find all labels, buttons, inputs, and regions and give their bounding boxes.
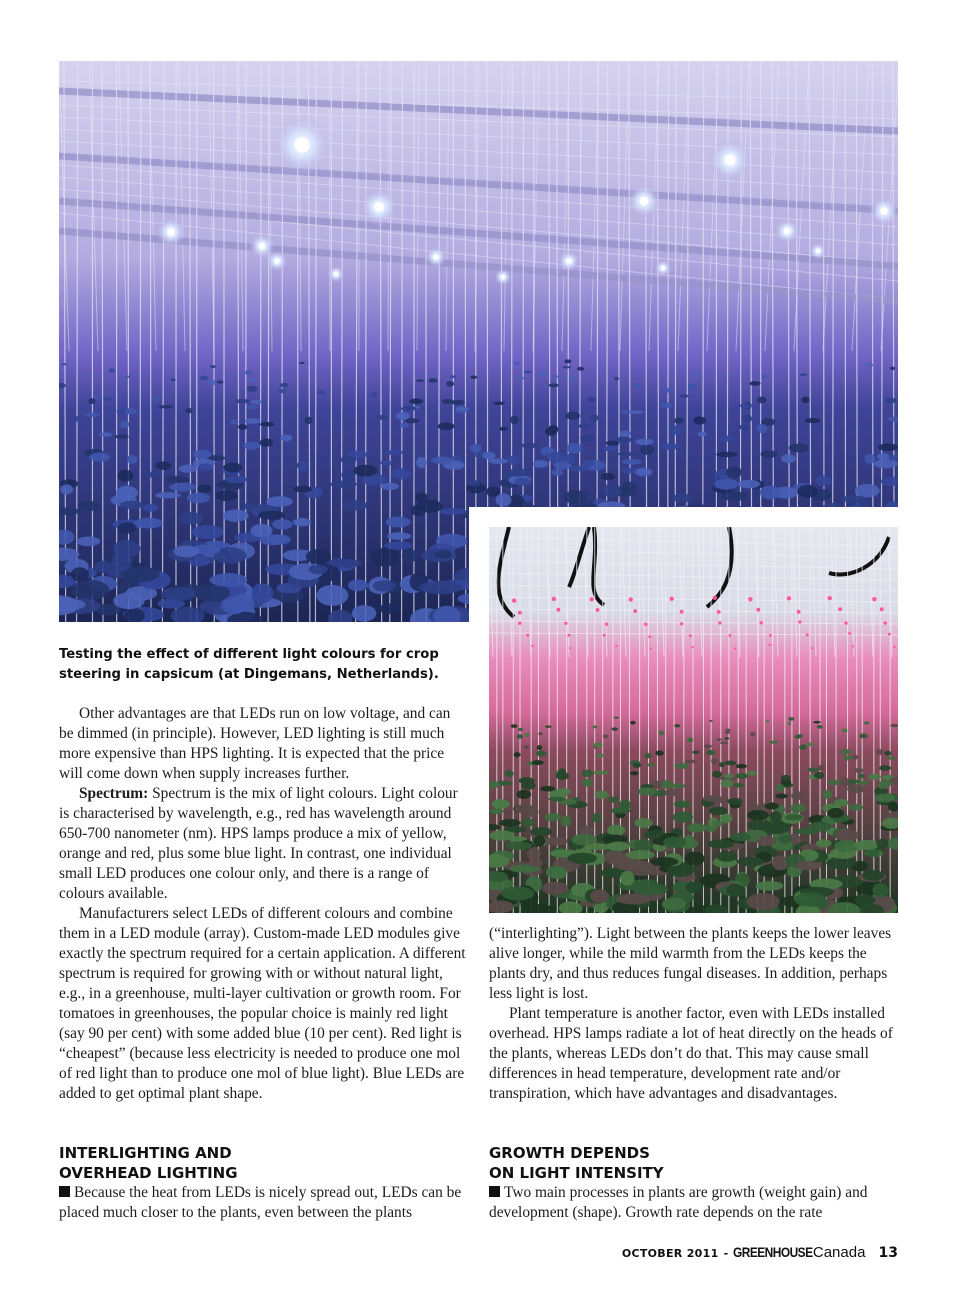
spectrum-label: Spectrum: (79, 785, 149, 802)
left-column-body (59, 704, 467, 1104)
spectrum-text: Spectrum is the mix of light colours. Light colour is characterised by wavelength, e.g., red has wavelength around 650-700 nanometer (nm). HPS lamps produce a mix of yellow, orange and red, plus some blue light. In contrast, one individual small LED produces one colour only, and there is a range of colours available. (59, 785, 458, 902)
paragraph-growth-processes (489, 1183, 899, 1223)
page-footer (622, 1242, 898, 1261)
heat-spread-text: Because the heat from LEDs is nicely spread out, LEDs can be placed much closer to the plants, even between the plants (59, 1184, 462, 1221)
heading-interlighting (59, 1143, 467, 1183)
square-bullet-icon (489, 1186, 500, 1197)
square-bullet-icon (59, 1186, 70, 1197)
paragraph-led-modules: Manufacturers select LEDs of different colours and combine them in a LED module (array). Custom-made LED modules give exactly the spectrum required for a certain application. A different spectrum is required for growing with or without natural light, e.g., in a greenhouse, multi-layer cultivation or growth room. For tomatoes in greenhouses, the popular choice is mainly red light (say 90 per cent) with some added blue (10 per cent). Red light is “cheapest” (because less electricity is needed to produce one mol of red light than to produce one mol of blue light). Blue LEDs are added to get optimal plant shape. (59, 905, 466, 1102)
right-column-body (489, 924, 899, 1104)
heading-growth-intensity (489, 1143, 899, 1183)
paragraph-interlighting-cont: (“interlighting”). Light between the plants keeps the lower leaves alive longer, while the mild warmth from the LEDs keeps the plants dry, and thus reduces fungal diseases. In addition, perhaps less light is lost. (489, 925, 892, 1002)
magazine-brand-light: Canada (812, 1244, 866, 1261)
photo-caption: Testing the effect of different light colours for crop steering in capsicum (at Dingemans, Netherlands). (59, 647, 439, 682)
paragraph-heat-spread (59, 1183, 467, 1223)
heading-interlighting-line2: OVERHEAD LIGHTING (59, 1164, 238, 1182)
page-number: 13 (878, 1245, 898, 1261)
paragraph-spectrum (59, 784, 467, 904)
heading-growth-line1: GROWTH DEPENDS (489, 1144, 650, 1162)
footer-separator: - (723, 1247, 729, 1260)
growth-processes-text: Two main processes in plants are growth (weight gain) and development (shape). Growth rate depends on the rate (489, 1184, 868, 1221)
paragraph-plant-temperature: Plant temperature is another factor, even with LEDs installed overhead. HPS lamps radiate a lot of heat directly on the heads of the plants, whereas LEDs don’t do that. This may cause small differences in head temperature, development rate and/or transpiration, which have advantages and disadvantages. (489, 1005, 893, 1102)
left-column-interlighting (59, 1183, 467, 1223)
paragraph-led-advantages: Other advantages are that LEDs run on low voltage, and can be dimmed (in principle). However, LED lighting is still much more expensive than HPS lighting. It is expected that the price will come down when supply increases further. (59, 705, 451, 782)
pink-led-greenhouse-photo (489, 527, 898, 913)
pink-led-greenhouse-image (489, 527, 898, 913)
issue-date: OCTOBER 2011 (621, 1247, 719, 1260)
heading-growth-line2: ON LIGHT INTENSITY (489, 1164, 664, 1182)
heading-interlighting-line1: INTERLIGHTING AND (59, 1144, 232, 1162)
right-column-growth (489, 1183, 899, 1223)
magazine-brand-bold: GREENHOUSE (733, 1244, 813, 1260)
